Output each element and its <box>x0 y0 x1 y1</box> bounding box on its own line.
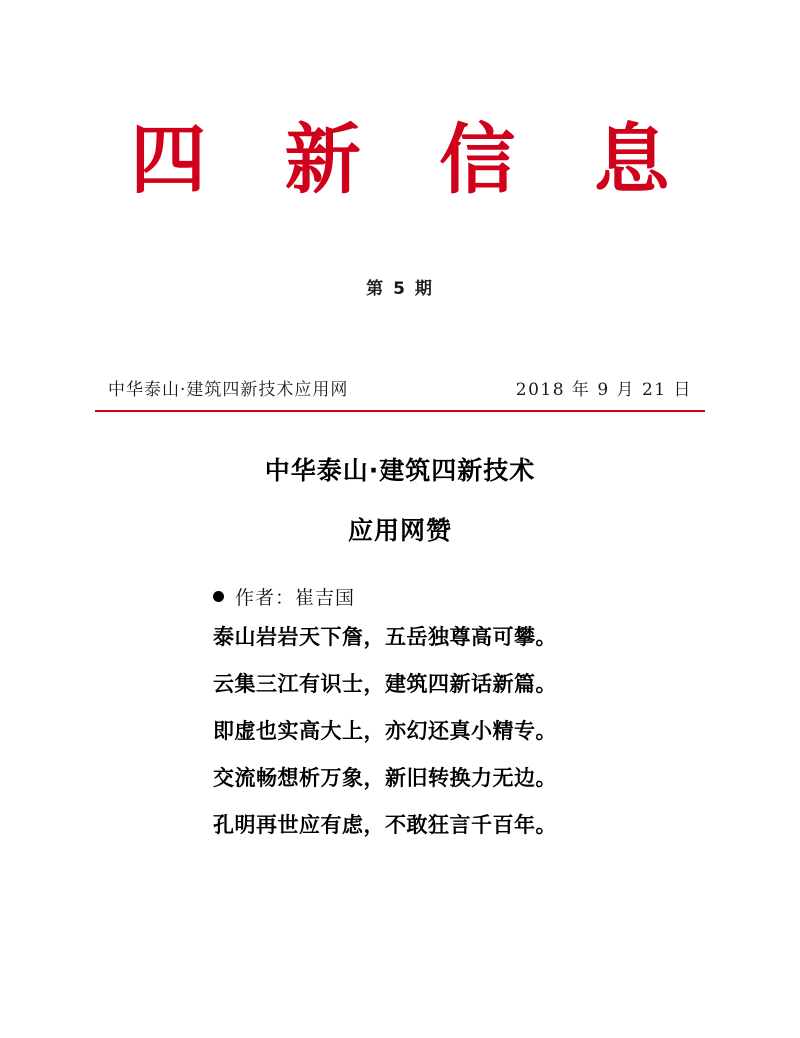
article-title-line-1: 中华泰山·建筑四新技术 <box>264 455 536 485</box>
poem-line: 泰山岩岩天下詹，五岳独尊高可攀。 <box>213 623 557 649</box>
publisher-name: 中华泰山·建筑四新技术应用网 <box>108 379 349 400</box>
article-title-line-2: 应用网赞 <box>347 515 452 545</box>
issue-number: 第 5 期 <box>366 278 434 299</box>
header-divider <box>95 410 705 412</box>
poem-line: 孔明再世应有虑，不敢狂言千百年。 <box>213 811 557 837</box>
article <box>95 455 705 837</box>
bullet-icon <box>213 591 224 602</box>
masthead <box>95 0 705 299</box>
author-row <box>95 583 705 610</box>
publication-date: 2018 年 9 月 21 日 <box>515 379 692 400</box>
poem-body <box>95 623 705 837</box>
poem-line: 即虚也实高大上，亦幻还真小精专。 <box>213 717 557 743</box>
poem-line: 云集三江有识士，建筑四新话新篇。 <box>213 670 557 696</box>
poem-line: 交流畅想析万象，新旧转换力无边。 <box>213 764 557 790</box>
publication-title: 四 新 信 息 <box>130 115 696 204</box>
meta-row <box>95 375 705 400</box>
author-label: 作者：崔吉国 <box>235 586 356 609</box>
